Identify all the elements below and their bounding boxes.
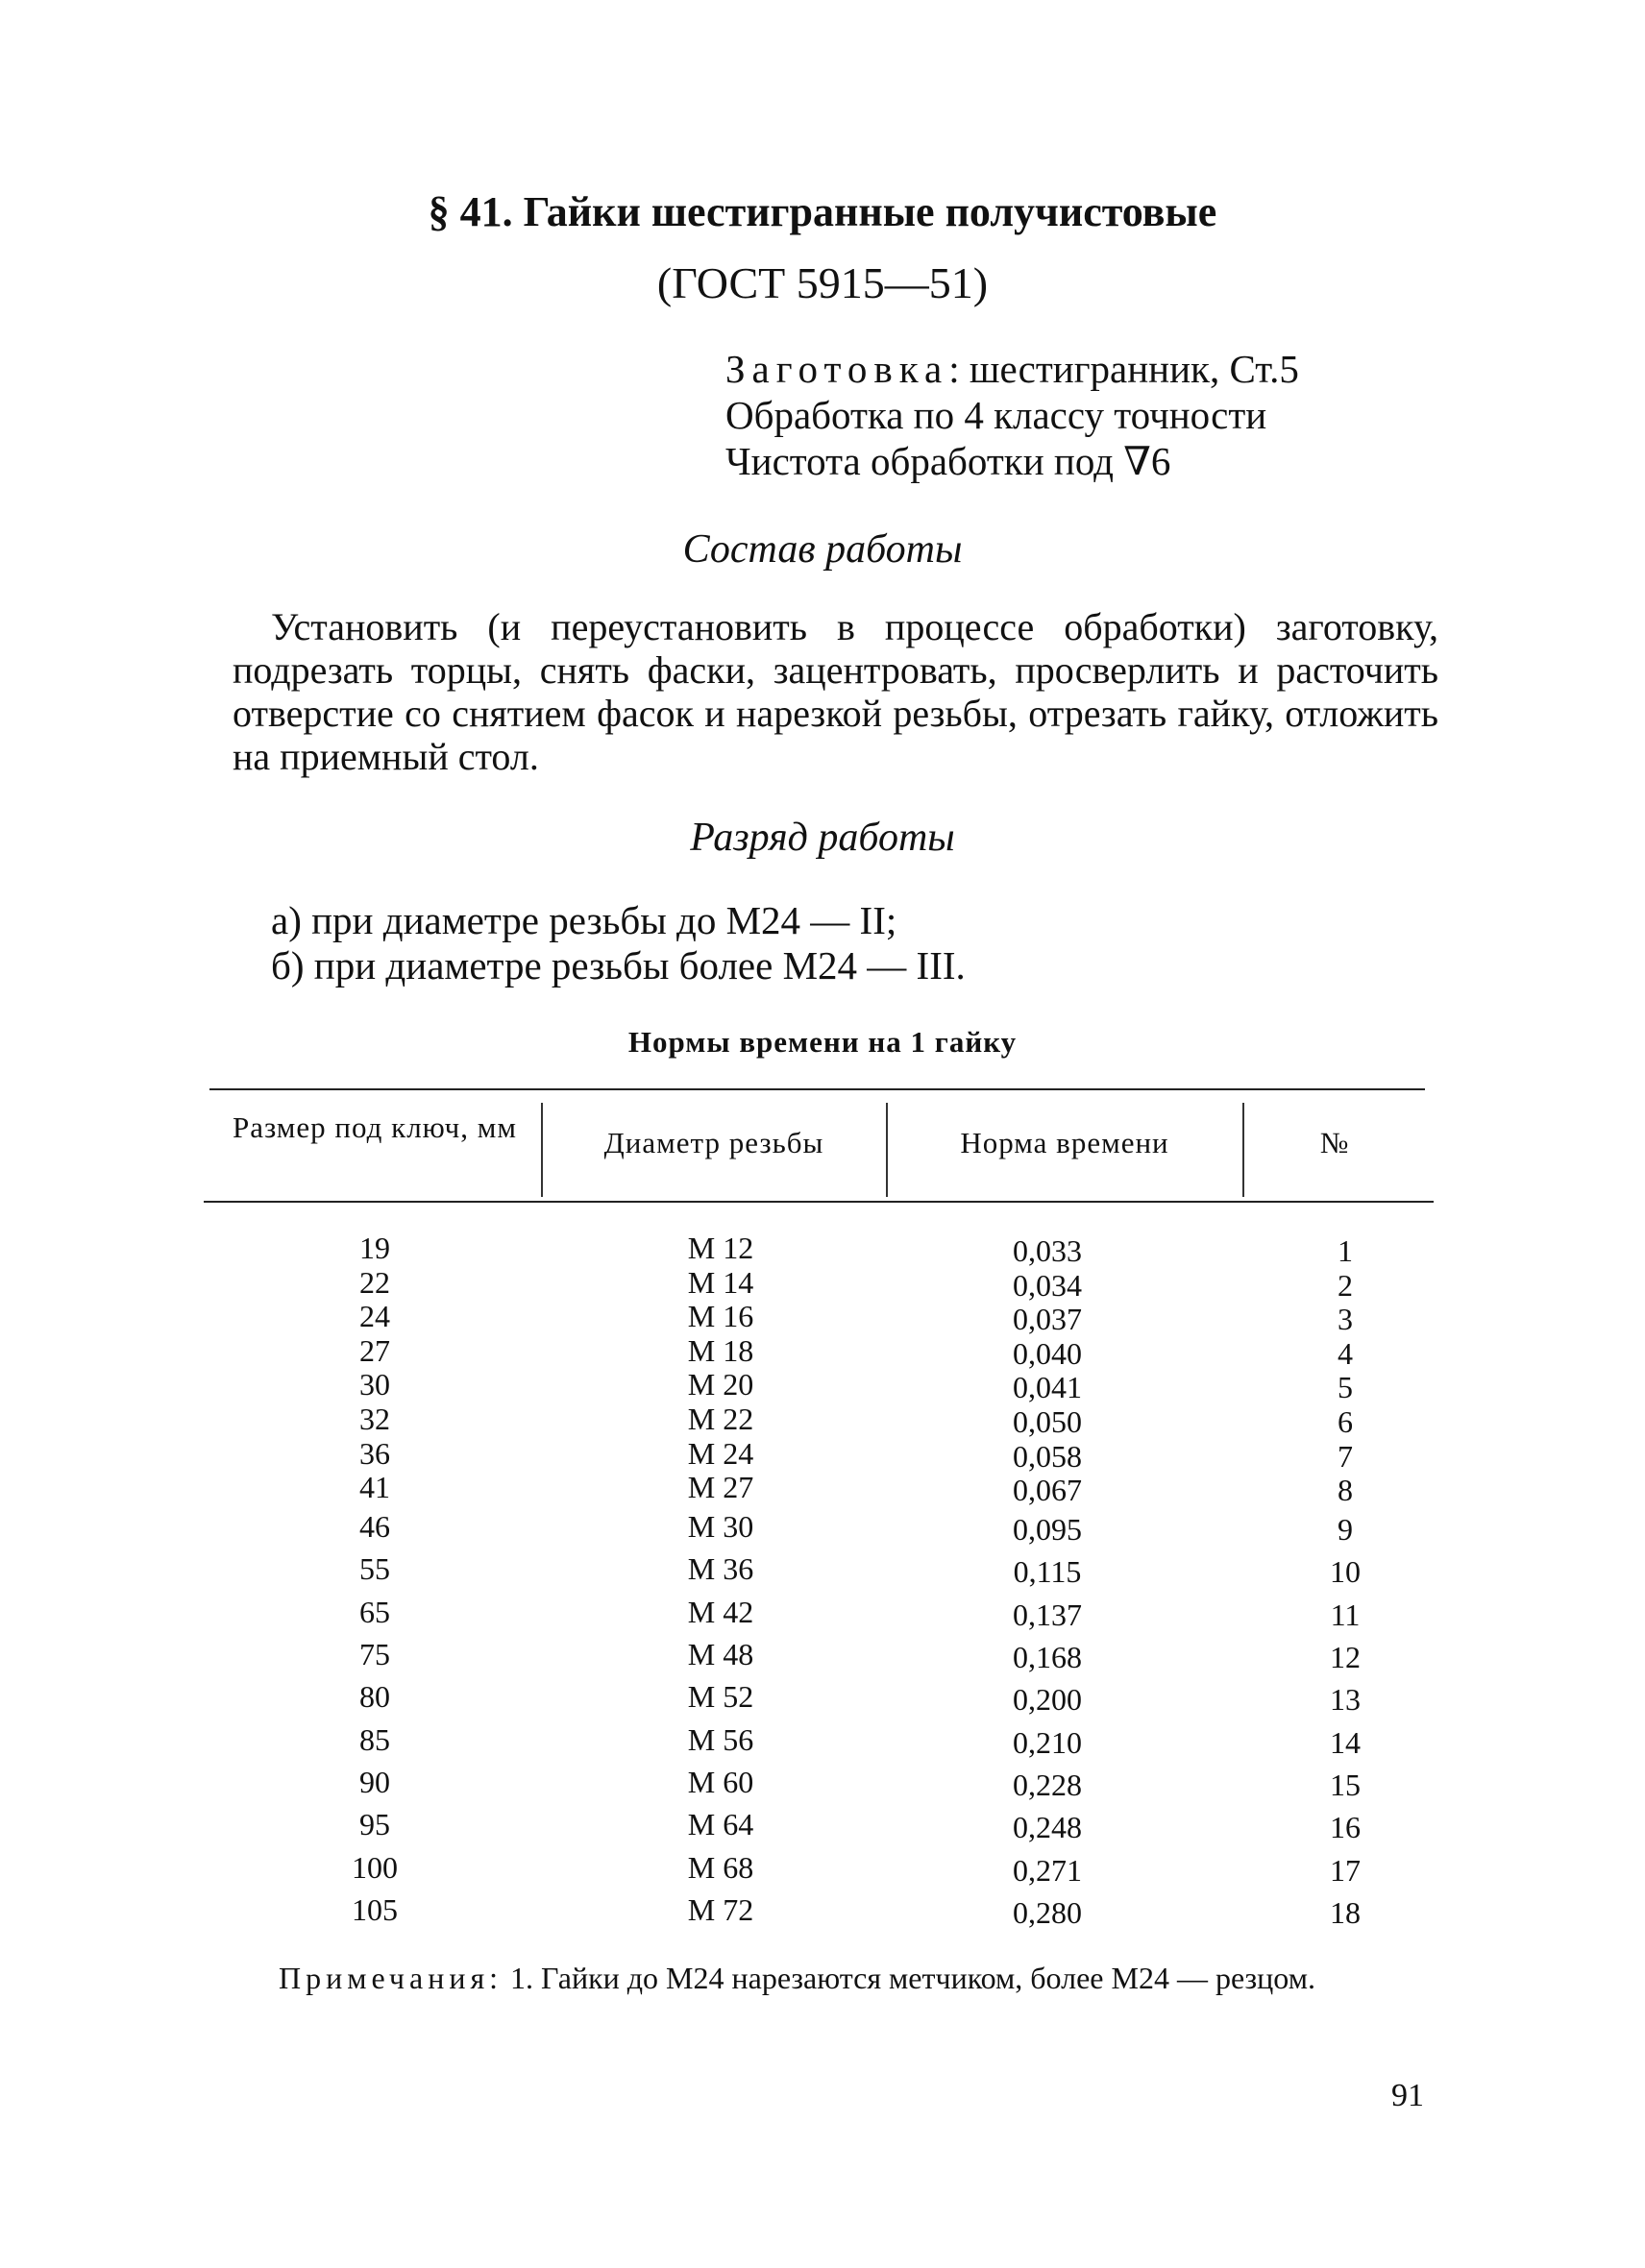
number-cell: 2 bbox=[1338, 1267, 1353, 1303]
blank-finish: Чистота обработки под ∇6 bbox=[725, 439, 1171, 483]
size-cell: 36 bbox=[359, 1435, 390, 1471]
blank-specification bbox=[725, 346, 1299, 484]
number-cell: 11 bbox=[1330, 1597, 1361, 1632]
thread-cell: М 60 bbox=[687, 1765, 754, 1800]
thread-cell: М 27 bbox=[687, 1470, 754, 1505]
thread-cell: М 18 bbox=[687, 1332, 754, 1368]
size-cell: 41 bbox=[359, 1470, 390, 1505]
number-cell: 13 bbox=[1330, 1682, 1361, 1718]
column-thread bbox=[625, 1232, 817, 1932]
norm-cell: 0,280 bbox=[1013, 1895, 1082, 1931]
thread-cell: М 22 bbox=[687, 1401, 754, 1436]
notes-label: Примечания: bbox=[279, 1961, 503, 1995]
table-header-rule bbox=[204, 1201, 1434, 1203]
blank-accuracy: Обработка по 4 классу точности bbox=[725, 393, 1267, 437]
column-size bbox=[279, 1232, 471, 1932]
size-cell: 22 bbox=[359, 1264, 390, 1300]
size-cell: 105 bbox=[352, 1892, 398, 1928]
column-divider bbox=[541, 1103, 543, 1197]
size-cell: 75 bbox=[359, 1636, 390, 1671]
column-number bbox=[1288, 1234, 1403, 1935]
norm-cell: 0,040 bbox=[1013, 1335, 1082, 1371]
size-cell: 80 bbox=[359, 1679, 390, 1715]
norm-cell: 0,248 bbox=[1013, 1810, 1082, 1845]
number-cell: 9 bbox=[1338, 1511, 1353, 1547]
thread-cell: М 20 bbox=[687, 1367, 754, 1402]
norm-cell: 0,168 bbox=[1013, 1639, 1082, 1674]
thread-cell: М 36 bbox=[687, 1551, 754, 1587]
number-cell: 6 bbox=[1338, 1403, 1353, 1439]
size-cell: 46 bbox=[359, 1508, 390, 1544]
table-caption: Нормы времени на 1 гайку bbox=[627, 1025, 1018, 1059]
number-cell: 14 bbox=[1330, 1724, 1361, 1760]
size-cell: 90 bbox=[359, 1765, 390, 1800]
number-cell: 3 bbox=[1338, 1302, 1353, 1337]
size-cell: 95 bbox=[359, 1807, 390, 1842]
grade-item: б) при диаметре резьбы более М24 — III. bbox=[271, 943, 966, 988]
size-cell: 24 bbox=[359, 1299, 390, 1334]
thread-cell: М 52 bbox=[687, 1679, 754, 1715]
number-cell: 5 bbox=[1338, 1370, 1353, 1405]
thread-cell: М 68 bbox=[687, 1849, 754, 1885]
norm-cell: 0,228 bbox=[1013, 1768, 1082, 1803]
norm-cell: 0,050 bbox=[1013, 1403, 1082, 1439]
thread-cell: М 30 bbox=[687, 1508, 754, 1544]
size-cell: 19 bbox=[359, 1231, 390, 1265]
notes bbox=[279, 1962, 1432, 1995]
grade-heading: Разряд работы bbox=[690, 816, 955, 860]
size-cell: 100 bbox=[352, 1849, 398, 1885]
norm-cell: 0,095 bbox=[1013, 1511, 1082, 1547]
norm-cell: 0,210 bbox=[1013, 1724, 1082, 1760]
grade-list bbox=[271, 898, 966, 988]
header-norm: Норма времени bbox=[960, 1126, 1169, 1159]
number-cell: 7 bbox=[1338, 1438, 1353, 1474]
column-norm bbox=[951, 1234, 1143, 1935]
number-cell: 18 bbox=[1330, 1895, 1361, 1931]
section-title: § 41. Гайки шестигранные получистовые bbox=[428, 188, 1217, 235]
norm-cell: 0,041 bbox=[1013, 1370, 1082, 1405]
number-cell: 1 bbox=[1338, 1233, 1353, 1268]
blank-label: Заготовка bbox=[725, 347, 949, 391]
thread-cell: М 16 bbox=[687, 1299, 754, 1334]
work-heading: Состав работы bbox=[682, 527, 963, 572]
norm-cell: 0,058 bbox=[1013, 1438, 1082, 1474]
norm-cell: 0,034 bbox=[1013, 1267, 1082, 1303]
thread-cell: М 24 bbox=[687, 1435, 754, 1471]
number-cell: 16 bbox=[1330, 1810, 1361, 1845]
thread-cell: М 14 bbox=[687, 1264, 754, 1300]
size-cell: 85 bbox=[359, 1721, 390, 1757]
header-number: № bbox=[1319, 1126, 1350, 1159]
norm-cell: 0,067 bbox=[1013, 1473, 1082, 1508]
blank-material: : шестигранник, Ст.5 bbox=[948, 347, 1299, 391]
norm-cell: 0,115 bbox=[1013, 1554, 1082, 1590]
thread-cell: М 42 bbox=[687, 1594, 754, 1629]
number-cell: 15 bbox=[1330, 1768, 1361, 1803]
size-cell: 30 bbox=[359, 1367, 390, 1402]
norm-cell: 0,137 bbox=[1013, 1597, 1082, 1632]
work-description bbox=[233, 605, 1438, 778]
thread-cell: М 64 bbox=[687, 1807, 754, 1842]
thread-cell: М 56 bbox=[687, 1721, 754, 1757]
page-number: 91 bbox=[1391, 2078, 1424, 2113]
blank-material-line bbox=[725, 346, 1299, 392]
number-cell: 10 bbox=[1330, 1554, 1361, 1590]
thread-cell: М 48 bbox=[687, 1636, 754, 1671]
number-cell: 12 bbox=[1330, 1639, 1361, 1674]
thread-cell: М 72 bbox=[687, 1892, 754, 1928]
grade-item: а) при диаметре резьбы до М24 — II; bbox=[271, 898, 897, 942]
size-cell: 55 bbox=[359, 1551, 390, 1587]
norm-cell: 0,200 bbox=[1013, 1682, 1082, 1718]
standard-reference: (ГОСТ 5915—51) bbox=[656, 258, 989, 307]
number-cell: 4 bbox=[1338, 1335, 1353, 1371]
number-cell: 8 bbox=[1338, 1473, 1353, 1508]
column-divider bbox=[886, 1103, 888, 1197]
column-divider bbox=[1242, 1103, 1244, 1197]
number-cell: 17 bbox=[1330, 1852, 1361, 1888]
header-size: Размер под ключ, мм bbox=[233, 1110, 517, 1144]
size-cell: 27 bbox=[359, 1332, 390, 1368]
header-thread: Диаметр резьбы bbox=[603, 1126, 824, 1159]
work-text: Установить (и переустановить в процессе обработки) заготовку, подрезать торцы, снять фаски, зацентровать, просверлить и расточить отверстие со снятием фасок и нарезкой резьбы, отрезать гайку, отложить на приемный стол. bbox=[233, 605, 1438, 778]
norm-cell: 0,037 bbox=[1013, 1302, 1082, 1337]
size-cell: 65 bbox=[359, 1594, 390, 1629]
thread-cell: М 12 bbox=[687, 1231, 754, 1265]
notes-text: 1. Гайки до М24 нарезаются метчиком, более М24 — резцом. bbox=[503, 1961, 1315, 1995]
norm-cell: 0,271 bbox=[1013, 1852, 1082, 1888]
size-cell: 32 bbox=[359, 1401, 390, 1436]
norm-cell: 0,033 bbox=[1013, 1233, 1082, 1268]
table-top-rule bbox=[209, 1088, 1425, 1090]
